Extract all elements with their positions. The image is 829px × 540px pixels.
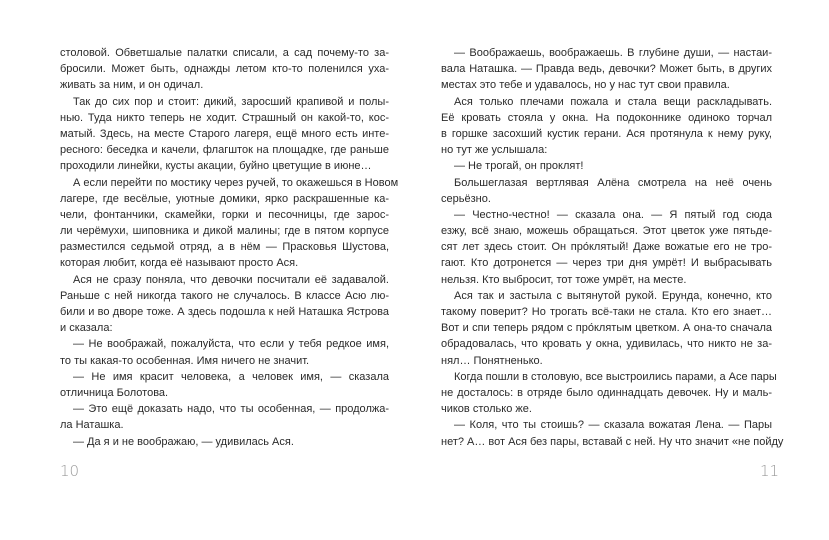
text-line: Ася так и застыла с вытянутой рукой. Ерунда, конечно, кто xyxy=(454,289,772,302)
text-line: — Коля, что ты стоишь? — сказала вожатая Лена. — Пары xyxy=(454,419,772,432)
text-line: — Да я и не воображаю, — удивилась Ася. xyxy=(73,435,294,448)
text-line: и сказала: xyxy=(60,322,113,335)
text-line: нью. Туда никто теперь не ходит. Страшный он какой-то, кос- xyxy=(60,111,389,124)
text-line: бросили. Может быть, однажды летом кто-то поленился уха- xyxy=(60,63,389,76)
text-line: в горшке засохший кустик герани. Ася протянула к нему руку, xyxy=(441,127,772,140)
text-line: серьёзно. xyxy=(441,192,491,205)
text-line: обрадовалась, что кровать у окна, удивилась, что никто не за- xyxy=(441,338,772,351)
paragraph xyxy=(60,175,399,272)
paragraph xyxy=(60,369,389,401)
text-line: Ася не сразу поняла, что девочки посчитали её задавалой. xyxy=(73,273,389,286)
text-line: матый. Здесь, на месте Старого лагеря, ещё много есть инте- xyxy=(60,127,389,140)
text-line: нял… Понятненько. xyxy=(441,354,543,367)
text-line: такому поверит? Но трогать всё-таки не стала. Кто его знает… xyxy=(441,306,772,318)
paragraph xyxy=(60,272,389,337)
text-line: столовой. Обветшалые палатки списали, а сад почему-то за- xyxy=(60,47,389,59)
text-line: сят лет здесь стоит. Он про́клятый! Даже вожатые его не тро- xyxy=(441,241,772,254)
paragraph xyxy=(441,288,772,369)
text-line: Вот и спи теперь рядом с про́клятым цветком. А она-то сначала xyxy=(441,322,772,335)
text-line: нет? А… вот Ася без пары, вставай с ней. Ну что значит «не пойду xyxy=(441,435,784,448)
paragraph xyxy=(441,207,772,288)
text-line: били и во дворе тоже. А здесь подошла к ней Наташка Ястрова xyxy=(60,306,389,318)
page-number-left: 10 xyxy=(60,462,80,480)
text-line: живать за ним, и он одичал. xyxy=(60,79,204,92)
text-line: Так до сих пор и стоит: дикий, заросший крапивой и полы- xyxy=(73,95,389,108)
text-line: Её кровать стояла у окна. На подоконнике одиноко торчал xyxy=(441,111,772,124)
text-line: Ася только плечами пожала и стала вещи раскладывать. xyxy=(454,95,772,108)
text-line: — Честно-честно! — сказала она. — Я пятый год сюда xyxy=(454,208,772,221)
paragraph xyxy=(441,175,772,207)
text-line: езжу, всё знаю, можешь обращаться. Этот цветок уже пятьде- xyxy=(441,225,772,238)
text-line: чиков столько же. xyxy=(441,403,532,416)
text-line: разместился седьмой отряд, а в нём — Прасковья Шустова, xyxy=(60,241,389,254)
paragraph xyxy=(441,94,772,159)
paragraph xyxy=(441,45,772,94)
text-line: Большеглазая вертлявая Алёна смотрела на неё очень xyxy=(454,176,772,189)
text-line: — Не трогай, он проклят! xyxy=(454,160,584,173)
text-line: Когда пошли в столовую, все выстроились парами, а Асе пары xyxy=(454,370,777,383)
text-line: — Не воображай, пожалуйста, что если у тебя редкое имя, xyxy=(73,338,389,351)
paragraph xyxy=(441,417,784,449)
text-line: нельзя. Кто выбросит, тот тоже умрёт, на месте. xyxy=(441,273,687,286)
text-line: то ты какая-то особенная. Имя ничего не значит. xyxy=(60,354,310,367)
text-line: чели, фонтанчики, скамейки, горки и песочницы, где зарос- xyxy=(60,208,389,221)
text-line: местах это тебе и удавалось, но у нас тут свои правила. xyxy=(441,79,730,92)
text-line: вала Наташка. — Правда ведь, девочки? Может быть, в других xyxy=(441,63,772,76)
text-line: не досталось: в отряде было одиннадцать девочек. Ну и маль- xyxy=(441,386,772,399)
text-line: но тут же услышала: xyxy=(441,144,548,157)
text-line: которая любит, когда её называют просто Ася. xyxy=(60,257,299,270)
text-line: гают. Кто дотронется — через три дня умрёт! И выбрасывать xyxy=(441,257,772,270)
paragraph xyxy=(441,158,772,174)
text-line: — Воображаешь, воображаешь. В глубине души, — настаи- xyxy=(454,47,772,59)
paragraph xyxy=(60,94,389,175)
text-line: А если перейти по мостику через ручей, то окажешься в Новом xyxy=(73,176,399,189)
paragraph xyxy=(441,369,777,418)
paragraph xyxy=(60,401,389,433)
text-line: Раньше с ней никогда такого не случалось. В классе Асю лю- xyxy=(60,289,389,302)
left-page-text xyxy=(60,45,399,450)
page-number-right: 11 xyxy=(760,462,780,480)
text-line: лагере, где весёлые, уютные домики, ярко раскрашенные ка- xyxy=(60,192,389,205)
paragraph xyxy=(60,45,389,94)
text-line: ла Наташка. xyxy=(60,419,124,432)
right-page-text xyxy=(441,45,784,450)
paragraph xyxy=(60,336,389,368)
text-line: отличница Болотова. xyxy=(60,386,169,399)
paragraph xyxy=(60,434,389,450)
text-line: проходили линейки, кусты акации, буйно цветущие в июне… xyxy=(60,160,372,173)
text-line: ли черёмухи, шиповника и дикой малины; где в пятом корпусе xyxy=(60,225,389,238)
text-line: — Это ещё доказать надо, что ты особенная, — продолжа- xyxy=(73,403,389,416)
text-line: — Не имя красит человека, а человек имя, — сказала xyxy=(73,370,389,383)
text-line: ресного: беседка и качели, флагшток на площадке, где раньше xyxy=(60,144,389,157)
